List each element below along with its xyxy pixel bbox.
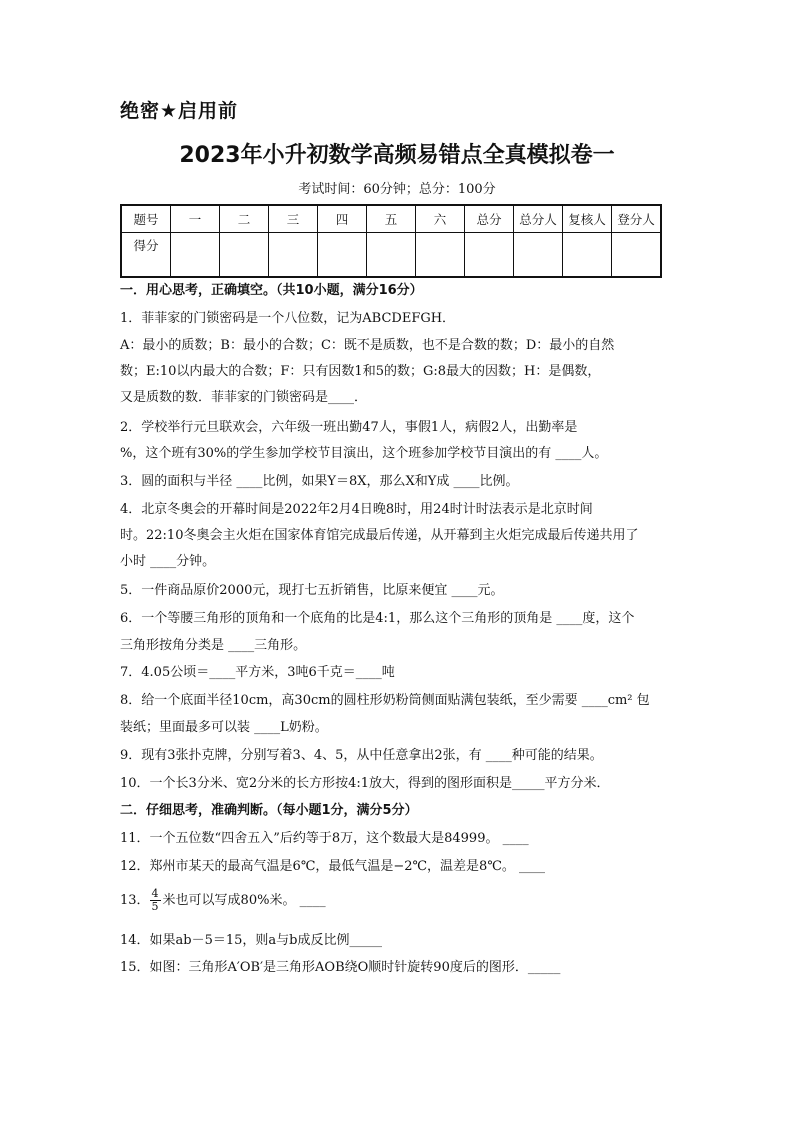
question-number: 13． bbox=[120, 893, 150, 908]
score-input-cell[interactable] bbox=[416, 233, 465, 278]
question-line: 小时 ____分钟。 bbox=[120, 554, 216, 569]
exam-title: 2023年小升初数学高频易错点全真模拟卷一 bbox=[179, 143, 615, 168]
score-cell: 登分人 bbox=[612, 205, 662, 233]
score-table bbox=[120, 204, 662, 278]
score-cell: 三 bbox=[269, 205, 318, 233]
fraction-numerator: 4 bbox=[151, 887, 159, 900]
question-line: A：最小的质数；B：最小的合数；C：既不是质数，也不是合数的数；D：最小的自然 bbox=[120, 338, 615, 353]
score-table-score-row bbox=[121, 233, 661, 278]
question-line: 10．一个长3分米、宽2分米的长方形按4:1放大，得到的图形面积是_____平方分米． bbox=[120, 776, 610, 791]
question-line: 装纸；里面最多可以装 ____L奶粉。 bbox=[120, 720, 328, 735]
score-cell: 总分人 bbox=[514, 205, 563, 233]
score-input-cell[interactable] bbox=[367, 233, 416, 278]
question-line: 11．一个五位数“四舍五入”后约等于8万，这个数最大是84999。 ____ bbox=[120, 831, 529, 846]
question-line: 三角形按角分类是 ____三角形。 bbox=[120, 638, 307, 653]
score-cell: 一 bbox=[171, 205, 220, 233]
fraction bbox=[150, 888, 161, 913]
question-line-13 bbox=[120, 888, 326, 913]
question-text: 米也可以写成80%米。 ____ bbox=[162, 893, 326, 908]
question-line: 又是质数的数．菲菲家的门锁密码是____． bbox=[120, 390, 368, 405]
score-input-cell[interactable] bbox=[514, 233, 563, 278]
question-line: 9．现有3张扑克牌，分别写着3、4、5，从中任意拿出2张，有 ____种可能的结果。 bbox=[120, 748, 603, 763]
score-input-cell[interactable] bbox=[465, 233, 514, 278]
score-input-cell[interactable] bbox=[612, 233, 662, 278]
question-line: 14．如果ab－5＝15，则a与b成反比例_____ bbox=[120, 933, 382, 948]
score-input-cell[interactable] bbox=[171, 233, 220, 278]
question-line: 7．4.05公顷＝____平方米，3吨6千克＝____吨 bbox=[120, 665, 395, 680]
score-table-header-row bbox=[121, 205, 661, 233]
score-cell: 六 bbox=[416, 205, 465, 233]
question-line: 4．北京冬奥会的开幕时间是2022年2月4日晚8时，用24时计时法表示是北京时间 bbox=[120, 502, 593, 517]
score-row-label: 得分 bbox=[121, 233, 171, 278]
question-line: 15．如图：三角形A′OB′是三角形AOB绕O顺时针旋转90度后的图形．_____ bbox=[120, 960, 561, 975]
score-cell: 二 bbox=[220, 205, 269, 233]
question-line: 8．给一个底面半径10cm，高30cm的圆柱形奶粉筒侧面贴满包装纸，至少需要 ____cm² 包 bbox=[120, 693, 650, 708]
question-line: 数；E:10以内最大的合数；F：只有因数1和5的数；G:8最大的因数；H：是偶数， bbox=[120, 364, 601, 379]
question-line: 时。22:10冬奥会主火炬在国家体育馆完成最后传递，从开幕到主火炬完成最后传递共用了 bbox=[120, 528, 639, 543]
question-line: 2．学校举行元旦联欢会，六年级一班出勤47人，事假1人，病假2人，出勤率是 bbox=[120, 420, 578, 435]
score-input-cell[interactable] bbox=[269, 233, 318, 278]
score-cell: 复核人 bbox=[563, 205, 612, 233]
score-cell: 题号 bbox=[121, 205, 171, 233]
score-input-cell[interactable] bbox=[318, 233, 367, 278]
score-cell: 四 bbox=[318, 205, 367, 233]
question-line: 5．一件商品原价2000元，现打七五折销售，比原来便宜 ____元。 bbox=[120, 583, 504, 598]
fraction-denominator: 5 bbox=[151, 900, 159, 913]
question-line: 12．郑州市某天的最高气温是6℃，最低气温是−2℃，温差是8℃。 ____ bbox=[120, 859, 546, 874]
question-line: 6．一个等腰三角形的顶角和一个底角的比是4:1，那么这个三角形的顶角是 ____度，这个 bbox=[120, 611, 635, 626]
question-line: 1．菲菲家的门锁密码是一个八位数，记为ABCDEFGH． bbox=[120, 311, 456, 326]
score-cell: 总分 bbox=[465, 205, 514, 233]
question-line: 3．圆的面积与半径 ____比例，如果Y＝8X，那么X和Y成 ____比例。 bbox=[120, 474, 519, 489]
section-heading-judgement: 二．仔细思考，准确判断。（每小题1分，满分5分） bbox=[120, 803, 418, 818]
confidential-label: 绝密★启用前 bbox=[120, 100, 239, 122]
score-cell: 五 bbox=[367, 205, 416, 233]
section-heading-fill-in: 一．用心思考，正确填空。（共10小题，满分16分） bbox=[120, 283, 423, 298]
score-input-cell[interactable] bbox=[563, 233, 612, 278]
exam-info: 考试时间：60分钟；总分：100分 bbox=[298, 182, 496, 197]
score-input-cell[interactable] bbox=[220, 233, 269, 278]
question-line: %，这个班有30%的学生参加学校节目演出，这个班参加学校节目演出的有 ____人。 bbox=[120, 446, 608, 461]
